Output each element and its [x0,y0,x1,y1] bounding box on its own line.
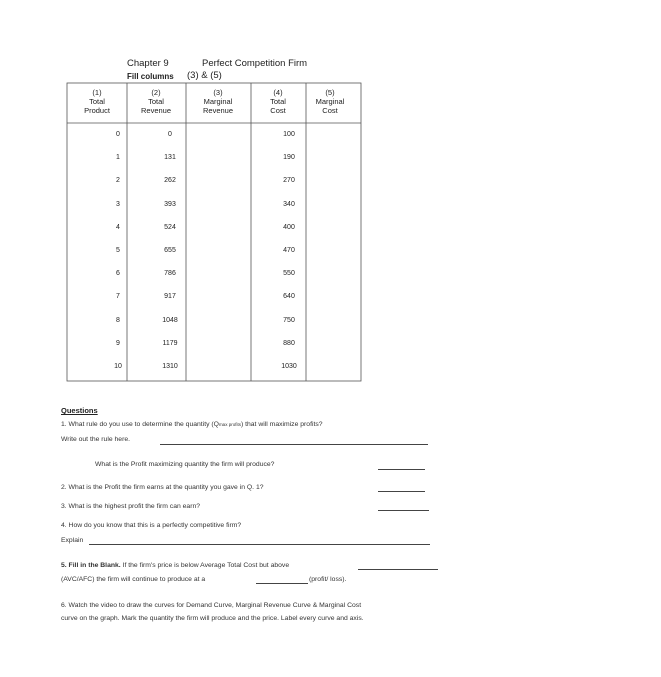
total-revenue-cell: 1310 [162,363,178,370]
question-5 [61,562,289,569]
total-product-cell: 7 [116,293,120,301]
question-1-quantity: What is the Profit maximizing quantity the firm will produce? [95,461,275,468]
total-cost-cell: 270 [283,177,295,185]
column-header [126,88,186,115]
column-header-num: (3) [213,88,223,97]
question-1 [61,421,323,428]
total-product-cell: 2 [116,177,120,185]
question-1-quantity-answer-line[interactable] [378,469,425,470]
column-header-l1: Total [148,97,164,106]
total-revenue-cell: 1179 [162,339,178,347]
column-header [67,88,127,115]
total-revenue-cell: 1048 [162,316,178,324]
question-2: 2. What is the Profit the firm earns at the quantity you gave in Q. 1? [61,484,264,491]
fill-columns-list: (3) & (5) [187,70,222,81]
fill-columns-label: Fill columns [127,72,174,81]
question-5-blank-1[interactable] [358,569,438,570]
question-1-subscript: max profits [218,422,241,427]
column-header [300,88,360,115]
column-header-num: (5) [325,88,335,97]
question-3: 3. What is the highest profit the firm can earn? [61,503,201,510]
column-header-l1: Marginal [315,97,345,106]
question-1-text-b: ) that will maximize profits? [240,421,323,428]
column-header-num: (1) [92,88,102,97]
total-product-cell: 6 [116,270,120,278]
total-cost-cell: 880 [283,339,295,347]
total-product-cell: 0 [116,131,120,138]
questions-heading: Questions [61,406,98,415]
column-header-l2: Revenue [140,106,172,115]
total-cost-cell: 550 [283,270,295,278]
question-5-text-c: (profit/ loss). [309,576,347,583]
question-1-write-label: Write out the rule here. [61,436,131,443]
total-product-cell: 3 [116,200,120,208]
question-6-line-2: curve on the graph. Mark the quantity the firm will produce and the price. Label every curve and axis. [61,615,364,622]
question-5-label: 5. Fill in the Blank. [61,562,121,569]
question-1-text-a: 1. What rule do you use to determine the quantity (Q [61,421,219,428]
column-header-l2: Product [84,106,110,115]
question-3-answer-line[interactable] [378,510,429,511]
column-header-l2: Cost [270,106,286,115]
total-product-cell: 10 [114,363,122,370]
total-cost-cell: 640 [283,293,295,301]
total-revenue-cell: 0 [168,131,172,138]
column-header-num: (4) [273,88,283,97]
total-revenue-cell: 131 [164,154,176,162]
total-revenue-cell: 786 [164,270,176,278]
total-cost-cell: 750 [283,316,295,324]
total-revenue-cell: 393 [164,200,176,208]
column-header-l1: Total [89,97,105,106]
total-product-cell: 4 [116,223,120,231]
question-4-explain-label: Explain [61,537,84,544]
question-1-rule-answer-line[interactable] [160,444,428,445]
chapter-label: Chapter 9 [127,58,169,69]
total-revenue-cell: 917 [164,293,176,301]
total-revenue-cell: 262 [164,177,176,185]
column-header-num: (2) [151,88,161,97]
column-header [248,88,308,115]
total-cost-cell: 190 [283,154,295,162]
question-5-blank-2[interactable] [256,583,308,584]
total-product-cell: 1 [116,154,120,162]
question-5-text-b: (AVC/AFC) the firm will continue to produce at a [61,576,206,583]
question-6-line-1: 6. Watch the video to draw the curves for Demand Curve, Marginal Revenue Curve & Marginal Cost [61,602,362,609]
total-cost-cell: 100 [283,131,295,138]
column-header-l2: Cost [322,106,338,115]
question-2-answer-line[interactable] [378,491,425,492]
column-header-l1: Marginal [203,97,233,106]
total-revenue-cell: 524 [164,223,176,231]
total-revenue-cell: 655 [164,247,176,254]
total-cost-cell: 400 [283,223,295,231]
total-product-cell: 8 [116,316,120,324]
column-header-l2: Revenue [202,106,234,115]
total-cost-cell: 340 [283,200,295,208]
total-product-cell: 5 [116,247,120,254]
column-header [188,88,248,115]
total-cost-cell: 470 [283,247,295,254]
total-product-cell: 9 [116,339,120,347]
question-4-answer-line[interactable] [89,544,430,545]
page-title: Perfect Competition Firm [202,58,308,69]
question-4: 4. How do you know that this is a perfectly competitive firm? [61,522,242,529]
column-header-l1: Total [270,97,286,106]
question-5-text-a: If the firm's price is below Average Total Cost but above [120,562,290,569]
total-cost-cell: 1030 [281,363,297,370]
